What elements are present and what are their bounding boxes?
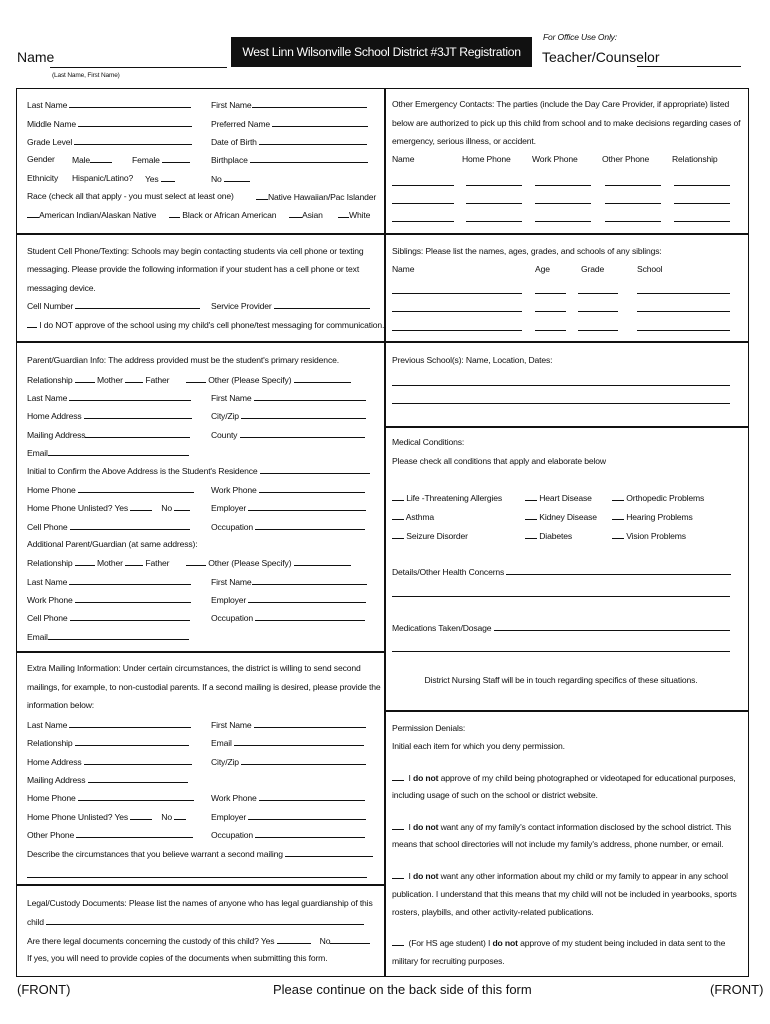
sibling-blank[interactable] <box>578 311 618 312</box>
guardian-county-input[interactable] <box>240 428 365 438</box>
emergency-col-header: Name <box>392 154 415 164</box>
cell-number-label: Cell Number <box>27 299 200 312</box>
legal-copies: If yes, you will need to provide copies of the documents when submitting this form. <box>27 953 328 963</box>
permission-text: including usage of such on the school or district website. <box>392 790 598 800</box>
guardian2-work-phone: Work Phone <box>27 593 191 606</box>
medical-condition-vision-problems[interactable]: Vision Problems <box>612 529 686 542</box>
cell-opt-out[interactable]: I do NOT approve of the school using my child's cell phone/test messaging for communication. <box>27 318 384 331</box>
service-provider-label: Service Provider <box>211 299 370 312</box>
legal-no-input[interactable] <box>330 934 370 944</box>
relationship-label: Relationship Mother Father <box>27 375 170 385</box>
extra-work-phone: Work Phone <box>211 791 365 804</box>
race-black[interactable]: Black or African American <box>169 208 276 221</box>
ethnicity-label: Ethnicity <box>27 173 59 183</box>
sibling-blank[interactable] <box>637 311 730 312</box>
permission-publication[interactable]: I do not want any other information about my child or my family to appear in any school <box>392 869 728 882</box>
sibling-blank[interactable] <box>637 293 730 294</box>
office-use-label: For Office Use Only: <box>543 32 617 42</box>
guardian-home-phone-input[interactable] <box>78 483 194 493</box>
emergency-col-header: Other Phone <box>602 154 650 164</box>
extra-mailing: Mailing Address <box>27 773 188 786</box>
guardian2-cell-phone-input[interactable] <box>70 611 190 621</box>
extra-describe-input[interactable] <box>285 847 373 857</box>
medical-condition-seizure-disorder[interactable]: Seizure Disorder <box>392 529 468 542</box>
medical-condition-hearing-problems[interactable]: Hearing Problems <box>612 510 693 523</box>
sibling-blank[interactable] <box>535 330 566 331</box>
last-name-label: Last Name <box>27 98 191 111</box>
guardian-city-zip: City/Zip <box>211 409 366 422</box>
guardian-employer-input[interactable] <box>248 501 366 511</box>
medical-title: Medical Conditions: <box>392 437 465 447</box>
emergency-blank[interactable] <box>605 185 661 186</box>
first-name-input[interactable] <box>252 98 367 108</box>
permission-text: military for recruiting purposes. <box>392 956 505 966</box>
extra-email-input[interactable] <box>234 736 364 746</box>
emergency-blank[interactable] <box>535 221 591 222</box>
emergency-col-header: Work Phone <box>532 154 578 164</box>
guardian-home-address: Home Address <box>27 409 192 422</box>
grade-level-label: Grade Level <box>27 135 192 148</box>
service-provider-input[interactable] <box>274 299 370 309</box>
preferred-name-input[interactable] <box>272 117 368 127</box>
guardian-home-address-input[interactable] <box>84 409 192 419</box>
guardian2-cell-phone: Cell Phone <box>27 611 190 624</box>
extra-text: information below: <box>27 700 95 710</box>
sibling-blank[interactable] <box>535 293 566 294</box>
race-white[interactable]: White <box>338 208 370 221</box>
legal-child: child <box>27 915 364 928</box>
emergency-text: below are authorized to pick up this child from school and to make decisions regarding cases of <box>392 118 741 128</box>
emergency-blank[interactable] <box>392 185 454 186</box>
guardian-occupation-input[interactable] <box>255 520 365 530</box>
extra-home-phone-input[interactable] <box>78 791 194 801</box>
siblings-col-header: Name <box>392 264 415 274</box>
race-label: Race (check all that apply - you must select at least one) <box>27 191 234 201</box>
dob-label: Date of Birth <box>211 135 367 148</box>
health-details-label: Details/Other Health Concerns <box>392 565 731 578</box>
last-name-input[interactable] <box>69 98 191 108</box>
guardian2-work-phone-input[interactable] <box>75 593 191 603</box>
emergency-blank[interactable] <box>466 221 522 222</box>
relationship-other-2[interactable]: Other (Please Specify) <box>186 556 351 569</box>
previous-school-label: Previous School(s): Name, Location, Dates: <box>392 355 553 365</box>
extra-relationship-input[interactable] <box>75 736 189 746</box>
guardian2-first-name-input[interactable] <box>252 575 367 585</box>
relationship-other[interactable]: Other (Please Specify) <box>186 373 351 386</box>
guardian2-last-name-input[interactable] <box>69 575 191 585</box>
emergency-blank[interactable] <box>466 203 522 204</box>
health-details-input[interactable] <box>506 565 731 575</box>
guardian-email-input[interactable] <box>48 446 189 456</box>
cell-text: Student Cell Phone/Texting: Schools may begin contacting students via cell phone or texting <box>27 246 364 256</box>
guardian-unlisted: Home Phone Unlisted? Yes No <box>27 501 190 514</box>
previous-school-line[interactable] <box>392 403 730 404</box>
siblings-col-header: School <box>637 264 663 274</box>
guardian-initial-input[interactable] <box>260 464 370 474</box>
extra-relationship: Relationship <box>27 736 189 749</box>
sibling-blank[interactable] <box>637 330 730 331</box>
gender-label: Gender <box>27 154 55 164</box>
extra-city-zip-input[interactable] <box>241 755 366 765</box>
guardian-cell-phone-input[interactable] <box>70 520 190 530</box>
emergency-col-header: Home Phone <box>462 154 511 164</box>
extra-occupation-input[interactable] <box>255 828 365 838</box>
grade-level-input[interactable] <box>74 135 192 145</box>
extra-describe-line[interactable] <box>27 877 367 878</box>
guardian-initial: Initial to Confirm the Above Address is the Student's Residence <box>27 464 370 477</box>
guardian-city-zip-input[interactable] <box>241 409 366 419</box>
footer-front-right: (FRONT) <box>710 982 764 997</box>
middle-name-input[interactable] <box>78 117 192 127</box>
guardian2-first-name: First Name <box>211 575 367 588</box>
legal-question: Are there legal documents concerning the custody of this child? Yes No <box>27 934 370 947</box>
medical-condition-asthma[interactable]: Asthma <box>392 510 434 523</box>
emergency-blank[interactable] <box>674 185 730 186</box>
extra-last-name: Last Name <box>27 718 191 731</box>
middle-name-label: Middle Name <box>27 117 192 130</box>
extra-employer-input[interactable] <box>248 810 366 820</box>
sibling-blank[interactable] <box>392 311 522 312</box>
sibling-blank[interactable] <box>392 330 522 331</box>
first-name-label: First Name <box>211 98 367 111</box>
sibling-blank[interactable] <box>392 293 522 294</box>
extra-occupation: Occupation <box>211 828 365 841</box>
extra-describe: Describe the circumstances that you believe warrant a second mailing <box>27 847 373 860</box>
guardian2-occupation-input[interactable] <box>255 611 365 621</box>
race-asian[interactable]: Asian <box>289 208 323 221</box>
permission-text: means that school directories will not include my family's address, phone number, or email. <box>392 839 724 849</box>
gender-male[interactable]: Male <box>72 153 112 166</box>
permission-text: publication. I understand that this means that my child will not be included in yearbooks, sports <box>392 889 737 899</box>
guardian-mailing-input[interactable] <box>85 428 190 438</box>
siblings-col-header: Age <box>535 264 550 274</box>
extra-mailing-input[interactable] <box>88 773 188 783</box>
medications-label: Medications Taken/Dosage <box>392 621 730 634</box>
gender-female[interactable]: Female <box>132 153 190 166</box>
guardian2-occupation: Occupation <box>211 611 365 624</box>
guardian-occupation: Occupation <box>211 520 365 533</box>
medical-condition-life-threatening-allergies[interactable]: Life -Threatening Allergies <box>392 491 502 504</box>
permission-title: Permission Denials: <box>392 723 466 733</box>
preferred-name-label: Preferred Name <box>211 117 368 130</box>
guardian-email: Email <box>27 446 189 459</box>
hispanic-label: Hispanic/Latino? <box>72 173 134 183</box>
dob-input[interactable] <box>259 135 367 145</box>
cell-number-input[interactable] <box>75 299 200 309</box>
extra-other-phone-input[interactable] <box>76 828 193 838</box>
extra-unlisted: Home Phone Unlisted? Yes No <box>27 810 186 823</box>
birthplace-label: Birthplace <box>211 153 368 166</box>
medical-condition-heart-disease[interactable]: Heart Disease <box>525 491 592 504</box>
extra-home-phone: Home Phone <box>27 791 194 804</box>
emergency-blank[interactable] <box>392 221 454 222</box>
health-details-line[interactable] <box>392 596 730 597</box>
emergency-blank[interactable] <box>535 203 591 204</box>
extra-first-name: First Name <box>211 718 366 731</box>
guardian-last-name: Last Name <box>27 391 191 404</box>
extra-employer: Employer <box>211 810 366 823</box>
guardian2-employer-input[interactable] <box>248 593 366 603</box>
cell-text: messaging. Please provide the following information if your student has a cell phone or text <box>27 264 360 274</box>
guardian2-email-input[interactable] <box>48 630 189 640</box>
guardian-county: County <box>211 428 365 441</box>
guardian-employer: Employer <box>211 501 366 514</box>
extra-home-address-input[interactable] <box>84 755 192 765</box>
permission-text: rosters, playbills, and other activity-related publications. <box>392 907 594 917</box>
guardian-intro: Parent/Guardian Info: The address provided must be the student's primary residence. <box>27 355 339 365</box>
medications-line[interactable] <box>392 651 730 652</box>
medical-condition-orthopedic-problems[interactable]: Orthopedic Problems <box>612 491 704 504</box>
siblings-col-header: Grade <box>581 264 605 274</box>
relationship-label-2: Relationship Mother Father <box>27 558 170 568</box>
guardian2-last-name: Last Name <box>27 575 191 588</box>
extra-text: mailings, for example, to non-custodial parents. If a second mailing is desired, please provide the <box>27 682 381 692</box>
medical-subtitle: Please check all conditions that apply and elaborate below <box>392 456 606 466</box>
guardian-mailing: Mailing Address <box>27 428 190 441</box>
name-label: Name <box>17 49 55 65</box>
nursing-note: District Nursing Staff will be in touch regarding specifics of these situations. <box>424 675 698 685</box>
legal-yes-input[interactable] <box>277 934 311 944</box>
guardian-work-phone-input[interactable] <box>259 483 365 493</box>
birthplace-input[interactable] <box>250 153 368 163</box>
guardian-work-phone: Work Phone <box>211 483 365 496</box>
emergency-blank[interactable] <box>466 185 522 186</box>
legal-child-input[interactable] <box>46 915 364 925</box>
cell-text: messaging device. <box>27 283 96 293</box>
guardian-home-phone: Home Phone <box>27 483 194 496</box>
extra-city-zip: City/Zip <box>211 755 366 768</box>
page-title: West Linn Wilsonville School District #3JT Registration Form <box>242 45 521 89</box>
guardian2-employer: Employer <box>211 593 366 606</box>
permission-directory[interactable]: I do not want any of my family's contact information disclosed by the school district. This <box>392 820 731 833</box>
extra-last-name-input[interactable] <box>69 718 191 728</box>
emergency-blank[interactable] <box>535 185 591 186</box>
legal-text: Legal/Custody Documents: Please list the names of anyone who has legal guardianship of this <box>27 898 373 908</box>
emergency-blank[interactable] <box>392 203 454 204</box>
permission-subtitle: Initial each item for which you deny permission. <box>392 741 565 751</box>
emergency-text: emergency, serious illness, or accident. <box>392 136 536 146</box>
guardian-first-name: First Name <box>211 391 366 404</box>
extra-first-name-input[interactable] <box>254 718 366 728</box>
extra-home-address: Home Address <box>27 755 192 768</box>
hispanic-yes[interactable]: Yes <box>145 172 175 185</box>
guardian2-email: Email <box>27 630 189 643</box>
guardian-additional: Additional Parent/Guardian (at same address): <box>27 539 198 549</box>
race-native[interactable]: American Indian/Alaskan Native <box>27 208 156 221</box>
medications-input[interactable] <box>494 621 730 631</box>
siblings-text: Siblings: Please list the names, ages, grades, and schools of any siblings: <box>392 246 662 256</box>
medical-condition-kidney-disease[interactable]: Kidney Disease <box>525 510 597 523</box>
race-hawaiian[interactable]: Native Hawaiian/Pac Islander <box>256 190 376 203</box>
medical-condition-diabetes[interactable]: Diabetes <box>525 529 572 542</box>
footer-continue: Please continue on the back side of this form <box>273 982 532 997</box>
footer-front-left: (FRONT) <box>17 982 71 997</box>
emergency-blank[interactable] <box>605 203 661 204</box>
extra-text: Extra Mailing Information: Under certain circumstances, the district is willing to send second <box>27 663 361 673</box>
extra-work-phone-input[interactable] <box>259 791 365 801</box>
name-field[interactable] <box>50 67 227 68</box>
extra-email: Email <box>211 736 364 749</box>
name-hint: (Last Name, First Name) <box>52 72 120 79</box>
counselor-label: Teacher/Counselor <box>542 49 660 65</box>
sibling-blank[interactable] <box>578 293 618 294</box>
emergency-text: Other Emergency Contacts: The parties (include the Day Care Provider, if appropriate) listed <box>392 99 730 109</box>
sibling-blank[interactable] <box>535 311 566 312</box>
emergency-blank[interactable] <box>674 203 730 204</box>
guardian-last-name-input[interactable] <box>69 391 191 401</box>
guardian-first-name-input[interactable] <box>254 391 366 401</box>
sibling-blank[interactable] <box>578 330 618 331</box>
emergency-blank[interactable] <box>674 221 730 222</box>
guardian-cell-phone: Cell Phone <box>27 520 190 533</box>
hispanic-no[interactable]: No <box>211 172 250 185</box>
permission-military[interactable]: (For HS age student) I do not approve of my student being included in data sent to the <box>392 936 725 949</box>
previous-school-line[interactable] <box>392 385 730 386</box>
counselor-field[interactable] <box>637 66 741 67</box>
emergency-blank[interactable] <box>605 221 661 222</box>
permission-photo[interactable]: I do not approve of my child being photographed or videotaped for educational purposes, <box>392 771 736 784</box>
extra-other-phone: Other Phone <box>27 828 193 841</box>
emergency-col-header: Relationship <box>672 154 718 164</box>
